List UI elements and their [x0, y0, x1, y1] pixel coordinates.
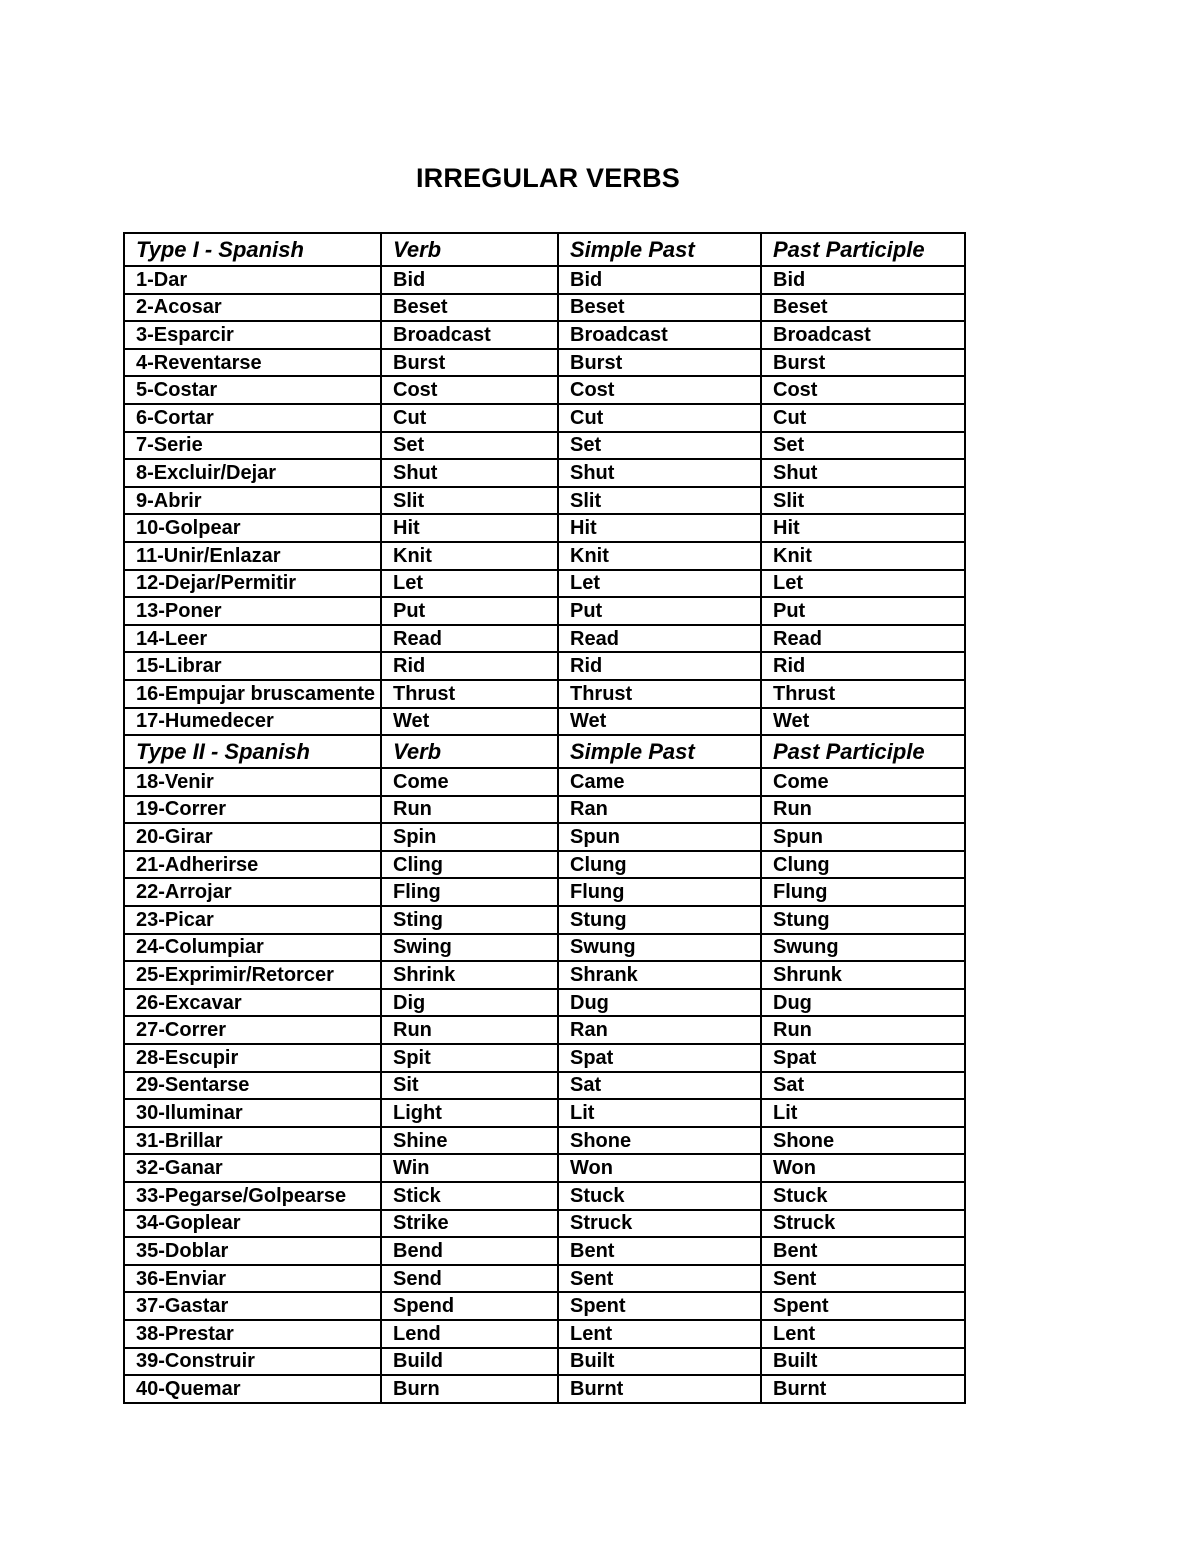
table-row: [124, 1320, 965, 1348]
verb-cell: Spit: [381, 1044, 558, 1072]
table-row: [124, 1375, 965, 1403]
simple-past-cell: Sat: [558, 1072, 761, 1100]
simple-past-cell: Shrank: [558, 961, 761, 989]
simple-past-cell: Beset: [558, 294, 761, 322]
table-row: [124, 570, 965, 598]
verb-cell: Burn: [381, 1375, 558, 1403]
verb-cell: Hit: [381, 514, 558, 542]
spanish-cell: 29-Sentarse: [124, 1072, 381, 1100]
table-row: [124, 1182, 965, 1210]
past-participle-cell: Run: [761, 1016, 965, 1044]
spanish-cell: 8-Excluir/Dejar: [124, 459, 381, 487]
past-participle-cell: Knit: [761, 542, 965, 570]
table-row: [124, 1016, 965, 1044]
verb-cell: Lend: [381, 1320, 558, 1348]
past-participle-cell: Stuck: [761, 1182, 965, 1210]
spanish-cell: 28-Escupir: [124, 1044, 381, 1072]
table-row: [124, 1210, 965, 1238]
spanish-cell: 37-Gastar: [124, 1292, 381, 1320]
simple-past-cell: Spat: [558, 1044, 761, 1072]
spanish-cell: 24-Columpiar: [124, 934, 381, 962]
verb-cell: Sting: [381, 906, 558, 934]
table-row: [124, 796, 965, 824]
table-row: [124, 652, 965, 680]
verb-cell: Run: [381, 796, 558, 824]
table-row: [124, 514, 965, 542]
past-participle-cell: Shut: [761, 459, 965, 487]
past-participle-cell: Lit: [761, 1099, 965, 1127]
spanish-cell: 18-Venir: [124, 768, 381, 796]
simple-past-cell: Spent: [558, 1292, 761, 1320]
verb-cell: Shrink: [381, 961, 558, 989]
table-row: [124, 906, 965, 934]
past-participle-cell: Burnt: [761, 1375, 965, 1403]
spanish-cell: 38-Prestar: [124, 1320, 381, 1348]
verb-cell: Win: [381, 1154, 558, 1182]
simple-past-cell: Ran: [558, 1016, 761, 1044]
verb-cell: Strike: [381, 1210, 558, 1238]
simple-past-cell: Burnt: [558, 1375, 761, 1403]
table-row: [124, 878, 965, 906]
simple-past-cell: Spun: [558, 823, 761, 851]
simple-past-cell: Set: [558, 432, 761, 460]
table-row: [124, 487, 965, 515]
past-participle-cell: Spun: [761, 823, 965, 851]
simple-past-cell: Flung: [558, 878, 761, 906]
spanish-cell: 27-Correr: [124, 1016, 381, 1044]
past-participle-cell: Set: [761, 432, 965, 460]
spanish-cell: 13-Poner: [124, 597, 381, 625]
verb-cell: Light: [381, 1099, 558, 1127]
past-participle-cell: Stung: [761, 906, 965, 934]
past-participle-cell: Read: [761, 625, 965, 653]
spanish-cell: 14-Leer: [124, 625, 381, 653]
simple-past-cell: Stung: [558, 906, 761, 934]
past-participle-cell: Shone: [761, 1127, 965, 1155]
simple-past-cell: Came: [558, 768, 761, 796]
verb-header: Verb: [381, 233, 558, 266]
verb-cell: Come: [381, 768, 558, 796]
table-row: [124, 823, 965, 851]
verb-cell: Let: [381, 570, 558, 598]
past-participle-cell: Cost: [761, 376, 965, 404]
simple-past-header: Simple Past: [558, 233, 761, 266]
simple-past-cell: Stuck: [558, 1182, 761, 1210]
spanish-cell: 16-Empujar bruscamente: [124, 680, 381, 708]
table-row: [124, 294, 965, 322]
table-row: [124, 989, 965, 1017]
spanish-cell: 31-Brillar: [124, 1127, 381, 1155]
past-participle-cell: Broadcast: [761, 321, 965, 349]
past-participle-cell: Slit: [761, 487, 965, 515]
simple-past-cell: Built: [558, 1348, 761, 1376]
verb-cell: Set: [381, 432, 558, 460]
simple-past-cell: Lit: [558, 1099, 761, 1127]
past-participle-cell: Bid: [761, 266, 965, 294]
verb-cell: Cling: [381, 851, 558, 879]
past-participle-cell: Run: [761, 796, 965, 824]
spanish-cell: 10-Golpear: [124, 514, 381, 542]
spanish-cell: 7-Serie: [124, 432, 381, 460]
table-row: [124, 625, 965, 653]
verb-cell: Bend: [381, 1237, 558, 1265]
past-participle-cell: Burst: [761, 349, 965, 377]
verb-cell: Wet: [381, 708, 558, 736]
simple-past-cell: Cost: [558, 376, 761, 404]
spanish-cell: 1-Dar: [124, 266, 381, 294]
simple-past-cell: Shut: [558, 459, 761, 487]
spanish-cell: 20-Girar: [124, 823, 381, 851]
past-participle-cell: Rid: [761, 652, 965, 680]
table-row: [124, 1237, 965, 1265]
spanish-cell: 35-Doblar: [124, 1237, 381, 1265]
simple-past-cell: Thrust: [558, 680, 761, 708]
spanish-cell: 33-Pegarse/Golpearse: [124, 1182, 381, 1210]
spanish-cell: 30-Iluminar: [124, 1099, 381, 1127]
table-row: [124, 597, 965, 625]
simple-past-cell: Dug: [558, 989, 761, 1017]
table-row: [124, 321, 965, 349]
past-participle-cell: Spat: [761, 1044, 965, 1072]
spanish-cell: 39-Construir: [124, 1348, 381, 1376]
verb-cell: Run: [381, 1016, 558, 1044]
simple-past-cell: Clung: [558, 851, 761, 879]
spanish-cell: 32-Ganar: [124, 1154, 381, 1182]
past-participle-cell: Come: [761, 768, 965, 796]
past-participle-cell: Struck: [761, 1210, 965, 1238]
verb-cell: Cut: [381, 404, 558, 432]
table-row: [124, 432, 965, 460]
verb-cell: Shine: [381, 1127, 558, 1155]
simple-past-cell: Bid: [558, 266, 761, 294]
past-participle-cell: Let: [761, 570, 965, 598]
simple-past-cell: Swung: [558, 934, 761, 962]
past-participle-cell: Beset: [761, 294, 965, 322]
past-participle-cell: Lent: [761, 1320, 965, 1348]
past-participle-cell: Flung: [761, 878, 965, 906]
spanish-cell: 26-Excavar: [124, 989, 381, 1017]
simple-past-cell: Put: [558, 597, 761, 625]
past-participle-cell: Hit: [761, 514, 965, 542]
spanish-cell: 23-Picar: [124, 906, 381, 934]
spanish-cell: 3-Esparcir: [124, 321, 381, 349]
simple-past-cell: Slit: [558, 487, 761, 515]
verb-cell: Slit: [381, 487, 558, 515]
simple-past-cell: Wet: [558, 708, 761, 736]
past-participle-cell: Spent: [761, 1292, 965, 1320]
past-participle-cell: Clung: [761, 851, 965, 879]
verb-cell: Swing: [381, 934, 558, 962]
page-title: IRREGULAR VERBS: [415, 163, 681, 193]
past-participle-cell: Shrunk: [761, 961, 965, 989]
spanish-cell: 25-Exprimir/Retorcer: [124, 961, 381, 989]
past-participle-cell: Built: [761, 1348, 965, 1376]
verb-cell: Put: [381, 597, 558, 625]
past-participle-cell: Dug: [761, 989, 965, 1017]
table-row: [124, 961, 965, 989]
spanish-cell: 40-Quemar: [124, 1375, 381, 1403]
simple-past-cell: Won: [558, 1154, 761, 1182]
table-header-row: [124, 735, 965, 768]
table-row: [124, 1348, 965, 1376]
simple-past-cell: Broadcast: [558, 321, 761, 349]
table-row: [124, 349, 965, 377]
past-participle-header: Past Participle: [761, 233, 965, 266]
past-participle-cell: Cut: [761, 404, 965, 432]
verb-header: Verb: [381, 735, 558, 768]
past-participle-cell: Thrust: [761, 680, 965, 708]
verb-cell: Broadcast: [381, 321, 558, 349]
verb-cell: Send: [381, 1265, 558, 1293]
verb-cell: Spin: [381, 823, 558, 851]
past-participle-cell: Sat: [761, 1072, 965, 1100]
spanish-cell: 12-Dejar/Permitir: [124, 570, 381, 598]
spanish-cell: 9-Abrir: [124, 487, 381, 515]
simple-past-header: Simple Past: [558, 735, 761, 768]
table-row: [124, 1072, 965, 1100]
verb-cell: Fling: [381, 878, 558, 906]
table-row: [124, 1099, 965, 1127]
spanish-header: Type I - Spanish: [124, 233, 381, 266]
irregular-verbs-table: [123, 232, 966, 1404]
verb-cell: Stick: [381, 1182, 558, 1210]
verb-cell: Spend: [381, 1292, 558, 1320]
simple-past-cell: Burst: [558, 349, 761, 377]
spanish-header: Type II - Spanish: [124, 735, 381, 768]
verb-cell: Cost: [381, 376, 558, 404]
spanish-cell: 4-Reventarse: [124, 349, 381, 377]
verb-cell: Knit: [381, 542, 558, 570]
verb-cell: Sit: [381, 1072, 558, 1100]
table-body: [124, 233, 965, 1403]
table-row: [124, 934, 965, 962]
verb-cell: Beset: [381, 294, 558, 322]
table-row: [124, 1265, 965, 1293]
past-participle-cell: Put: [761, 597, 965, 625]
spanish-cell: 21-Adherirse: [124, 851, 381, 879]
table-row: [124, 1044, 965, 1072]
spanish-cell: 34-Goplear: [124, 1210, 381, 1238]
past-participle-cell: Swung: [761, 934, 965, 962]
simple-past-cell: Shone: [558, 1127, 761, 1155]
past-participle-cell: Wet: [761, 708, 965, 736]
table-row: [124, 376, 965, 404]
table-row: [124, 1154, 965, 1182]
verb-cell: Shut: [381, 459, 558, 487]
spanish-cell: 15-Librar: [124, 652, 381, 680]
verb-cell: Rid: [381, 652, 558, 680]
verb-cell: Thrust: [381, 680, 558, 708]
verb-cell: Read: [381, 625, 558, 653]
verb-cell: Burst: [381, 349, 558, 377]
spanish-cell: 19-Correr: [124, 796, 381, 824]
verb-cell: Build: [381, 1348, 558, 1376]
simple-past-cell: Hit: [558, 514, 761, 542]
spanish-cell: 36-Enviar: [124, 1265, 381, 1293]
table-row: [124, 1292, 965, 1320]
simple-past-cell: Rid: [558, 652, 761, 680]
simple-past-cell: Lent: [558, 1320, 761, 1348]
table-row: [124, 680, 965, 708]
simple-past-cell: Cut: [558, 404, 761, 432]
past-participle-header: Past Participle: [761, 735, 965, 768]
table-row: [124, 459, 965, 487]
table-row: [124, 708, 965, 736]
simple-past-cell: Bent: [558, 1237, 761, 1265]
table-row: [124, 1127, 965, 1155]
verb-cell: Dig: [381, 989, 558, 1017]
table-row: [124, 542, 965, 570]
table-row: [124, 266, 965, 294]
simple-past-cell: Sent: [558, 1265, 761, 1293]
simple-past-cell: Ran: [558, 796, 761, 824]
spanish-cell: 2-Acosar: [124, 294, 381, 322]
past-participle-cell: Bent: [761, 1237, 965, 1265]
table-row: [124, 851, 965, 879]
simple-past-cell: Read: [558, 625, 761, 653]
spanish-cell: 22-Arrojar: [124, 878, 381, 906]
simple-past-cell: Knit: [558, 542, 761, 570]
table-row: [124, 404, 965, 432]
spanish-cell: 11-Unir/Enlazar: [124, 542, 381, 570]
simple-past-cell: Struck: [558, 1210, 761, 1238]
past-participle-cell: Won: [761, 1154, 965, 1182]
table-row: [124, 768, 965, 796]
simple-past-cell: Let: [558, 570, 761, 598]
verb-cell: Bid: [381, 266, 558, 294]
spanish-cell: 17-Humedecer: [124, 708, 381, 736]
spanish-cell: 5-Costar: [124, 376, 381, 404]
table-header-row: [124, 233, 965, 266]
past-participle-cell: Sent: [761, 1265, 965, 1293]
spanish-cell: 6-Cortar: [124, 404, 381, 432]
